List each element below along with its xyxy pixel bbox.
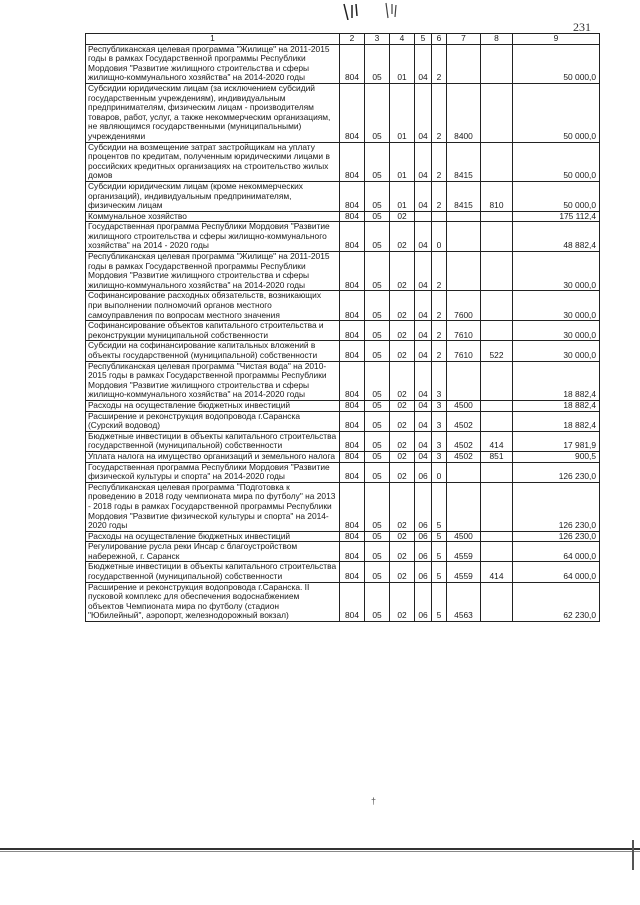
table-row xyxy=(86,83,600,142)
row-name: Субсидии на возмещение затрат застройщикам на уплату процентов по кредитам, полученным юридическими лицами в российских кредитных организациях на строительство жилых домов xyxy=(86,142,340,181)
budget-table xyxy=(85,33,600,622)
code-program: 04 xyxy=(415,222,432,252)
code-subsection: 01 xyxy=(390,142,415,181)
table-row xyxy=(86,542,600,562)
code-direction xyxy=(447,44,481,83)
code-ministry: 804 xyxy=(340,252,365,291)
code-expense-type xyxy=(481,531,513,542)
code-direction xyxy=(447,211,481,222)
code-subprogram: 2 xyxy=(432,142,447,181)
code-section: 05 xyxy=(365,400,390,411)
row-amount: 50 000,0 xyxy=(513,142,600,181)
code-section: 05 xyxy=(365,451,390,462)
code-section: 05 xyxy=(365,252,390,291)
code-subprogram: 2 xyxy=(432,321,447,341)
row-amount: 900,5 xyxy=(513,451,600,462)
code-expense-type xyxy=(481,482,513,531)
code-ministry: 804 xyxy=(340,411,365,431)
code-subprogram: 5 xyxy=(432,482,447,531)
code-subsection: 02 xyxy=(390,341,415,361)
code-program: 04 xyxy=(415,252,432,291)
code-subprogram: 3 xyxy=(432,400,447,411)
code-expense-type: 414 xyxy=(481,431,513,451)
code-ministry: 804 xyxy=(340,341,365,361)
code-section: 05 xyxy=(365,181,390,211)
scan-edge-mark xyxy=(632,840,634,870)
code-direction xyxy=(447,252,481,291)
code-program: 04 xyxy=(415,291,432,321)
code-section: 05 xyxy=(365,222,390,252)
header-col-7: 7 xyxy=(447,34,481,45)
code-subprogram: 3 xyxy=(432,361,447,400)
code-subprogram: 3 xyxy=(432,411,447,431)
code-expense-type xyxy=(481,542,513,562)
code-program: 06 xyxy=(415,462,432,482)
code-subprogram: 2 xyxy=(432,252,447,291)
table-row xyxy=(86,562,600,582)
row-amount: 30 000,0 xyxy=(513,252,600,291)
code-section: 05 xyxy=(365,531,390,542)
code-section: 05 xyxy=(365,361,390,400)
code-expense-type xyxy=(481,361,513,400)
row-name: Государственная программа Республики Мордовия "Развитие жилищного строительства и сферы жилищно-коммунального хозяйства" на 2014 - 2020 годы xyxy=(86,222,340,252)
code-ministry: 804 xyxy=(340,562,365,582)
row-name: Республиканская целевая программа "Чистая вода" на 2010-2015 годы в рамках Государственной программы Республики Мордовия "Развитие жилищного строительства и сферы жилищно-коммунального хозяйства" на 2014-2020 годы xyxy=(86,361,340,400)
code-program: 06 xyxy=(415,562,432,582)
code-subprogram: 0 xyxy=(432,462,447,482)
code-ministry: 804 xyxy=(340,531,365,542)
code-direction xyxy=(447,482,481,531)
code-subsection: 02 xyxy=(390,451,415,462)
row-name: Софинансирование объектов капитального строительства и реконструкции муниципальной собственности xyxy=(86,321,340,341)
code-ministry: 804 xyxy=(340,321,365,341)
row-name: Субсидии на софинансирование капитальных вложений в объекты государственной (муниципальной) собственности xyxy=(86,341,340,361)
code-program: 06 xyxy=(415,531,432,542)
code-direction xyxy=(447,222,481,252)
code-direction: 4563 xyxy=(447,582,481,621)
code-subprogram xyxy=(432,211,447,222)
row-amount: 50 000,0 xyxy=(513,83,600,142)
code-program: 04 xyxy=(415,83,432,142)
header-col-3: 3 xyxy=(365,34,390,45)
code-subsection: 02 xyxy=(390,361,415,400)
binding-mark xyxy=(342,2,402,20)
row-amount: 126 230,0 xyxy=(513,482,600,531)
table-row xyxy=(86,531,600,542)
code-expense-type xyxy=(481,142,513,181)
code-program: 04 xyxy=(415,321,432,341)
table-row xyxy=(86,252,600,291)
code-ministry: 804 xyxy=(340,211,365,222)
code-section: 05 xyxy=(365,562,390,582)
code-expense-type: 810 xyxy=(481,181,513,211)
table-row xyxy=(86,582,600,621)
row-amount: 50 000,0 xyxy=(513,181,600,211)
row-amount: 64 000,0 xyxy=(513,542,600,562)
code-direction: 7610 xyxy=(447,321,481,341)
code-subprogram: 3 xyxy=(432,451,447,462)
row-name: Уплата налога на имущество организаций и земельного налога xyxy=(86,451,340,462)
header-row xyxy=(86,34,600,45)
code-section: 05 xyxy=(365,291,390,321)
code-subsection: 02 xyxy=(390,482,415,531)
code-ministry: 804 xyxy=(340,582,365,621)
code-expense-type xyxy=(481,321,513,341)
code-expense-type xyxy=(481,400,513,411)
row-name: Софинансирование расходных обязательств, возникающих при выполнении полномочий органов местного самоуправления по вопросам местного значения xyxy=(86,291,340,321)
row-amount: 18 882,4 xyxy=(513,411,600,431)
code-subprogram: 2 xyxy=(432,44,447,83)
code-subprogram: 2 xyxy=(432,181,447,211)
row-name: Субсидии юридическим лицам (кроме некоммерческих организаций), индивидуальным предпринимателям, физическим лицам xyxy=(86,181,340,211)
code-expense-type xyxy=(481,222,513,252)
code-subsection: 01 xyxy=(390,83,415,142)
code-program: 04 xyxy=(415,431,432,451)
row-amount: 50 000,0 xyxy=(513,44,600,83)
row-amount: 175 112,4 xyxy=(513,211,600,222)
code-direction: 8400 xyxy=(447,83,481,142)
code-subsection: 02 xyxy=(390,462,415,482)
code-ministry: 804 xyxy=(340,181,365,211)
code-subsection: 02 xyxy=(390,582,415,621)
code-section: 05 xyxy=(365,44,390,83)
code-program: 06 xyxy=(415,542,432,562)
code-section: 05 xyxy=(365,582,390,621)
code-direction: 4502 xyxy=(447,451,481,462)
page-number: 231 xyxy=(573,20,591,34)
code-subsection: 02 xyxy=(390,291,415,321)
code-program: 04 xyxy=(415,361,432,400)
table-row xyxy=(86,44,600,83)
code-expense-type xyxy=(481,582,513,621)
code-subprogram: 5 xyxy=(432,542,447,562)
row-amount: 17 981,9 xyxy=(513,431,600,451)
code-expense-type xyxy=(481,83,513,142)
code-ministry: 804 xyxy=(340,482,365,531)
code-subsection: 02 xyxy=(390,211,415,222)
code-section: 05 xyxy=(365,431,390,451)
code-subsection: 02 xyxy=(390,531,415,542)
table-row xyxy=(86,211,600,222)
table-row xyxy=(86,321,600,341)
header-col-2: 2 xyxy=(340,34,365,45)
row-amount: 48 882,4 xyxy=(513,222,600,252)
code-ministry: 804 xyxy=(340,222,365,252)
row-name: Субсидии юридическим лицам (за исключением субсидий государственным учреждениям), индивидуальным предпринимателям, физическим лицам - производителям товаров, работ, услуг, а также некоммерческим организациям, не являющимся государственными (муниципальными) учреждениями xyxy=(86,83,340,142)
code-subprogram: 2 xyxy=(432,341,447,361)
code-subsection: 01 xyxy=(390,181,415,211)
table-row xyxy=(86,451,600,462)
row-name: Регулирование русла реки Инсар с благоустройством набережной, г. Саранск xyxy=(86,542,340,562)
code-subsection: 02 xyxy=(390,411,415,431)
table-row xyxy=(86,482,600,531)
code-subsection: 02 xyxy=(390,562,415,582)
code-direction xyxy=(447,462,481,482)
code-ministry: 804 xyxy=(340,462,365,482)
code-direction: 8415 xyxy=(447,181,481,211)
page-bottom-rule xyxy=(0,848,640,850)
code-expense-type xyxy=(481,411,513,431)
row-amount: 18 882,4 xyxy=(513,361,600,400)
code-expense-type xyxy=(481,211,513,222)
table-row xyxy=(86,291,600,321)
table-row xyxy=(86,400,600,411)
code-direction: 4500 xyxy=(447,531,481,542)
row-name: Государственная программа Республики Мордовия "Развитие физической культуры и спорта" на 2014-2020 годы xyxy=(86,462,340,482)
table-row xyxy=(86,361,600,400)
row-amount: 62 230,0 xyxy=(513,582,600,621)
code-expense-type: 851 xyxy=(481,451,513,462)
row-amount: 30 000,0 xyxy=(513,341,600,361)
row-name: Республиканская целевая программа "Жилище" на 2011-2015 годы в рамках Государственной программы Республики Мордовия "Развитие жилищного строительства и сферы жилищно-коммунального хозяйства" на 2014-2020 годы xyxy=(86,252,340,291)
code-ministry: 804 xyxy=(340,431,365,451)
code-program: 06 xyxy=(415,482,432,531)
code-direction: 8415 xyxy=(447,142,481,181)
code-program: 04 xyxy=(415,181,432,211)
code-direction: 4559 xyxy=(447,562,481,582)
code-ministry: 804 xyxy=(340,142,365,181)
table-row xyxy=(86,142,600,181)
row-name: Коммунальное хозяйство xyxy=(86,211,340,222)
code-ministry: 804 xyxy=(340,451,365,462)
header-col-4: 4 xyxy=(390,34,415,45)
code-program: 04 xyxy=(415,411,432,431)
header-col-9: 9 xyxy=(513,34,600,45)
header-col-6: 6 xyxy=(432,34,447,45)
row-amount: 126 230,0 xyxy=(513,462,600,482)
scan-artifact: † xyxy=(371,796,377,806)
budget-table-container xyxy=(85,33,599,622)
code-direction: 7600 xyxy=(447,291,481,321)
code-subsection: 02 xyxy=(390,400,415,411)
row-name: Республиканская целевая программа "Жилище" на 2011-2015 годы в рамках Государственной программы Республики Мордовия "Развитие жилищного строительства и сферы жилищно-коммунального хозяйства" на 2014-2020 годы xyxy=(86,44,340,83)
code-expense-type xyxy=(481,252,513,291)
code-program xyxy=(415,211,432,222)
code-section: 05 xyxy=(365,462,390,482)
code-expense-type: 522 xyxy=(481,341,513,361)
row-name: Расширение и реконструкция водопровода г.Саранска. II пусковой комплекс для обеспечения водоснабжением объектов Чемпионата мира по футболу (стадион "Юбилейный", аэропорт, железнодорожный вокзал) xyxy=(86,582,340,621)
row-name: Расширение и реконструкция водопровода г.Саранска (Сурский водовод) xyxy=(86,411,340,431)
code-section: 05 xyxy=(365,542,390,562)
row-name: Бюджетные инвестиции в объекты капитального строительства государственной (муниципальной) собственности xyxy=(86,562,340,582)
code-direction: 4559 xyxy=(447,542,481,562)
row-amount: 64 000,0 xyxy=(513,562,600,582)
code-subprogram: 3 xyxy=(432,431,447,451)
code-section: 05 xyxy=(365,321,390,341)
table-row xyxy=(86,462,600,482)
code-subprogram: 2 xyxy=(432,83,447,142)
header-col-8: 8 xyxy=(481,34,513,45)
table-row xyxy=(86,341,600,361)
code-section: 05 xyxy=(365,211,390,222)
table-row xyxy=(86,222,600,252)
code-ministry: 804 xyxy=(340,542,365,562)
row-name: Расходы на осуществление бюджетных инвестиций xyxy=(86,531,340,542)
code-program: 06 xyxy=(415,582,432,621)
code-program: 04 xyxy=(415,400,432,411)
row-name: Расходы на осуществление бюджетных инвестиций xyxy=(86,400,340,411)
code-section: 05 xyxy=(365,83,390,142)
code-ministry: 804 xyxy=(340,83,365,142)
table-row xyxy=(86,431,600,451)
code-program: 04 xyxy=(415,142,432,181)
code-subprogram: 5 xyxy=(432,531,447,542)
code-direction: 4500 xyxy=(447,400,481,411)
code-expense-type xyxy=(481,291,513,321)
header-col-5: 5 xyxy=(415,34,432,45)
code-subprogram: 2 xyxy=(432,291,447,321)
code-section: 05 xyxy=(365,482,390,531)
code-subsection: 02 xyxy=(390,252,415,291)
code-ministry: 804 xyxy=(340,400,365,411)
table-row xyxy=(86,181,600,211)
code-expense-type xyxy=(481,44,513,83)
code-subsection: 02 xyxy=(390,321,415,341)
code-subprogram: 0 xyxy=(432,222,447,252)
code-subprogram: 5 xyxy=(432,562,447,582)
row-amount: 30 000,0 xyxy=(513,321,600,341)
code-direction: 4502 xyxy=(447,431,481,451)
code-ministry: 804 xyxy=(340,291,365,321)
code-ministry: 804 xyxy=(340,361,365,400)
row-amount: 18 882,4 xyxy=(513,400,600,411)
code-section: 05 xyxy=(365,142,390,181)
code-subprogram: 5 xyxy=(432,582,447,621)
table-body xyxy=(86,44,600,621)
code-program: 04 xyxy=(415,341,432,361)
row-amount: 30 000,0 xyxy=(513,291,600,321)
code-program: 04 xyxy=(415,451,432,462)
code-subsection: 02 xyxy=(390,542,415,562)
code-subsection: 02 xyxy=(390,222,415,252)
code-direction: 7610 xyxy=(447,341,481,361)
table-row xyxy=(86,411,600,431)
code-section: 05 xyxy=(365,411,390,431)
code-section: 05 xyxy=(365,341,390,361)
code-program: 04 xyxy=(415,44,432,83)
row-amount: 126 230,0 xyxy=(513,531,600,542)
code-subsection: 02 xyxy=(390,431,415,451)
code-expense-type xyxy=(481,462,513,482)
code-subsection: 01 xyxy=(390,44,415,83)
row-name: Республиканская целевая программа "Подготовка к проведению в 2018 году чемпионата мира по футболу" на 2013 - 2018 годы в рамках Государственной программы Республики Мордовия "Развитие физической культуры и спорта" на 2014-2020 годы xyxy=(86,482,340,531)
row-name: Бюджетные инвестиции в объекты капитального строительства государственной (муниципальной) собственности xyxy=(86,431,340,451)
header-col-1: 1 xyxy=(86,34,340,45)
code-expense-type: 414 xyxy=(481,562,513,582)
code-ministry: 804 xyxy=(340,44,365,83)
code-direction xyxy=(447,361,481,400)
code-direction: 4502 xyxy=(447,411,481,431)
page-bottom-rule-secondary xyxy=(0,851,640,852)
